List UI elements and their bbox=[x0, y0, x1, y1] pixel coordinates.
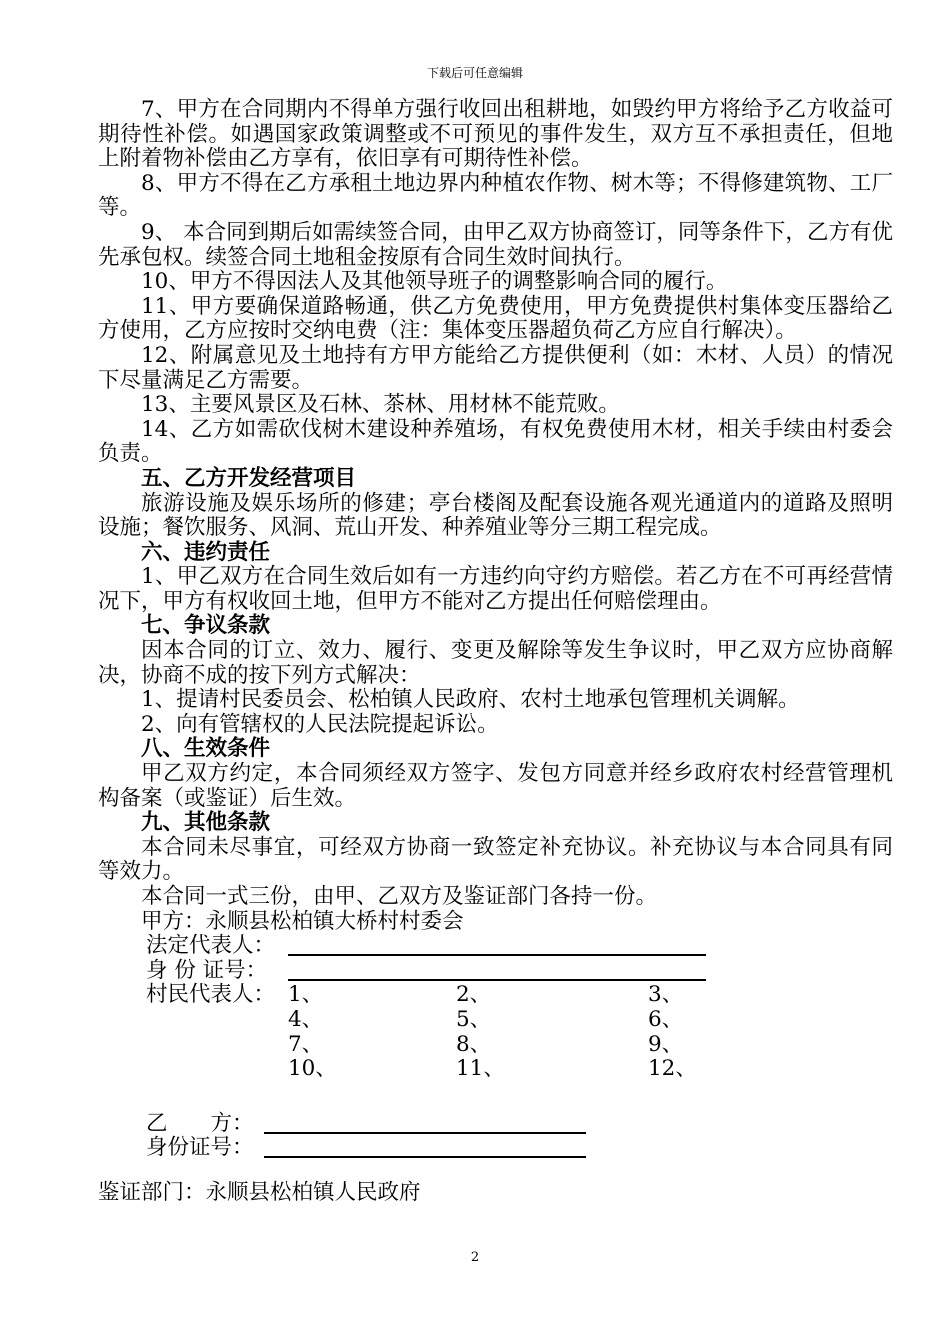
villager-rep-row-1 bbox=[98, 983, 893, 1008]
id-signature-line[interactable] bbox=[288, 979, 706, 981]
rep-slot: 2、 bbox=[456, 982, 492, 1008]
legal-rep-signature-line[interactable] bbox=[288, 954, 706, 956]
section-7-body: 因本合同的订立、效力、履行、变更及解除等发生争议时，甲乙双方应协商解决，协商不成的按下列方式解决： bbox=[98, 638, 893, 688]
header-note: 下载后可任意编辑 bbox=[426, 66, 523, 80]
rep-slot: 5、 bbox=[456, 1006, 492, 1032]
clause-8: 8、甲方不得在乙方承租土地边界内种植农作物、树木等；不得修建筑物、工厂等。 bbox=[98, 170, 893, 221]
id-row bbox=[98, 959, 893, 984]
witness-department: 鉴证部门：永顺县松柏镇人民政府 bbox=[98, 1179, 421, 1205]
villager-rep-label: 村民代表人： bbox=[146, 982, 276, 1008]
rep-slot: 9、 bbox=[648, 1031, 684, 1057]
section-9-body-1: 本合同未尽事宜，可经双方协商一致签定补充协议。补充协议与本合同具有同等效力。 bbox=[98, 834, 893, 885]
party-b-label: 乙 方： bbox=[146, 1110, 254, 1136]
page-number: 2 bbox=[470, 1250, 480, 1265]
legal-rep-label: 法定代表人： bbox=[146, 933, 276, 959]
clause-14: 14、乙方如需砍伐树木建设种养殖场，有权免费使用木材，相关手续由村委会负责。 bbox=[98, 416, 893, 467]
clause-7: 7、甲方在合同期内不得单方强行收回出租耕地，如毁约甲方将给予乙方收益可期待性补偿。如遇国家政策调整或不可预见的事件发生，双方互不承担责任，但地上附着物补偿由乙方享有，依旧享有可期待性补偿。 bbox=[98, 97, 893, 172]
clause-11: 11、甲方要确保道路畅通，供乙方免费使用，甲方免费提供村集体变压器给乙方使用，乙方应按时交纳电费（注：集体变压器超负荷乙方应自行解决）。 bbox=[98, 293, 893, 344]
rep-slot: 10、 bbox=[288, 1056, 337, 1082]
section-5-body: 旅游设施及娱乐场所的修建；亭台楼阁及配套设施各观光通道内的道路及照明设施；餐饮服务、风洞、荒山开发、种养殖业等分三期工程完成。 bbox=[98, 490, 893, 541]
section-8-title: 八、生效条件 bbox=[141, 736, 271, 762]
rep-slot: 8、 bbox=[456, 1031, 492, 1057]
clause-10: 10、甲方不得因法人及其他领导班子的调整影响合同的履行。 bbox=[141, 269, 728, 295]
villager-rep-row-3 bbox=[98, 1033, 893, 1058]
party-b-id-row bbox=[98, 1136, 893, 1161]
rep-slot: 7、 bbox=[288, 1031, 324, 1057]
clause-9: 9、 本合同到期后如需续签合同，由甲乙双方协商签订，同等条件下，乙方有优先承包权。续签合同土地租金按原有合同生效时间执行。 bbox=[98, 219, 893, 270]
party-b-id-line[interactable] bbox=[264, 1156, 586, 1158]
rep-slot: 11、 bbox=[456, 1056, 505, 1082]
contract-body bbox=[98, 98, 893, 1206]
rep-slot: 1、 bbox=[288, 982, 324, 1008]
section-9-title: 九、其他条款 bbox=[141, 810, 271, 836]
clause-13: 13、主要风景区及石林、茶林、用材林不能荒败。 bbox=[141, 392, 620, 418]
party-a: 甲方：永顺县松柏镇大桥村村委会 bbox=[141, 908, 464, 934]
section-7-title: 七、争议条款 bbox=[141, 613, 271, 639]
section-7-item-1: 1、提请村民委员会、松柏镇人民政府、农村土地承包管理机关调解。 bbox=[141, 687, 800, 713]
rep-slot: 4、 bbox=[288, 1006, 324, 1032]
party-b-signature-line[interactable] bbox=[264, 1132, 586, 1134]
section-6-body: 1、甲乙双方在合同生效后如有一方违约向守约方赔偿。若乙方在不可再经营情况下，甲方有权收回土地，但甲方不能对乙方提出任何赔偿理由。 bbox=[98, 564, 893, 614]
section-5-title: 五、乙方开发经营项目 bbox=[141, 465, 357, 491]
rep-slot: 3、 bbox=[648, 982, 684, 1008]
party-b-id-label: 身份证号： bbox=[146, 1135, 254, 1161]
rep-slot: 6、 bbox=[648, 1006, 684, 1032]
section-8-body: 甲乙双方约定，本合同须经双方签字、发包方同意并经乡政府农村经营管理机构备案（或鉴证）后生效。 bbox=[98, 761, 893, 811]
section-6-title: 六、违约责任 bbox=[141, 539, 271, 565]
party-b-row bbox=[98, 1112, 893, 1137]
villager-rep-row-2 bbox=[98, 1008, 893, 1033]
section-7-item-2: 2、向有管辖权的人民法院提起诉讼。 bbox=[141, 711, 499, 737]
clause-12: 12、附属意见及土地持有方甲方能给乙方提供便利（如：木材、人员）的情况下尽量满足乙方需要。 bbox=[98, 342, 893, 393]
section-9-body-2: 本合同一式三份，由甲、乙双方及鉴证部门各持一份。 bbox=[141, 884, 658, 909]
id-label: 身 份 证号： bbox=[146, 957, 268, 983]
rep-slot: 12、 bbox=[648, 1056, 697, 1082]
villager-rep-row-4 bbox=[98, 1057, 893, 1082]
legal-rep-row bbox=[98, 934, 893, 959]
